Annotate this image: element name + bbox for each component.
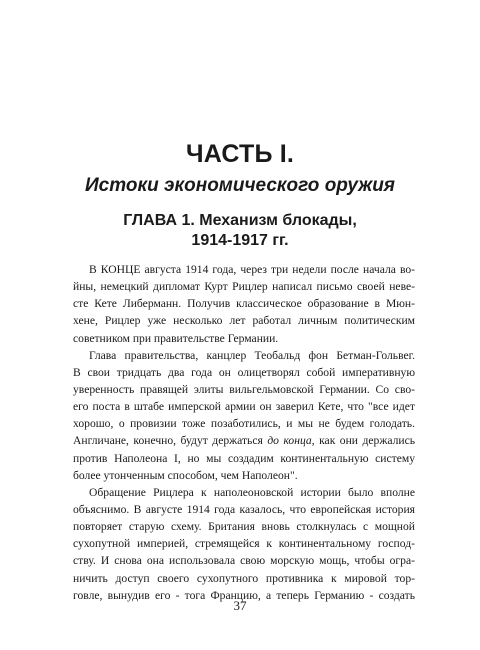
- text-line: говле, вынудив его - тога Францию, а теперь Германию - создать: [73, 588, 415, 602]
- text-segment: Англичане, конечно, будут держаться: [73, 434, 268, 448]
- text-line: сухопутной империей, стремящейся к континентальному господ-: [73, 537, 415, 551]
- part-subtitle: Истоки экономического оружия: [85, 175, 395, 196]
- text-line: йны, немецкий дипломат Курт Рицлер написал письмо своей неве-: [73, 280, 415, 294]
- text-line: сте Кете Либерманн. Получив классическое образование в Мюн-: [73, 297, 415, 311]
- text-line: уверенность правящей элиты вильгельмовской Германии. Со сво-: [73, 382, 415, 396]
- text-line: повторяет старую схему. Британия вновь столкнулась с мощной: [73, 520, 415, 534]
- chapter-title: [0, 211, 480, 251]
- body-text: [73, 261, 415, 604]
- text-segment: , как они держались: [311, 434, 415, 448]
- text-line: хене, Рицлер уже несколько лет работал личным политическим: [73, 314, 415, 328]
- text-line: Глава правительства, канцлер Теобальд фон Бетман-Гольвег.: [89, 348, 415, 362]
- text-line: Обращение Рицлера к наполеоновской истории было вполне: [89, 485, 415, 499]
- text-line: В КОНЦЕ августа 1914 года, через три недели после начала во-: [89, 263, 415, 276]
- chapter-title-line-2: 1914-1917 гг.: [191, 232, 289, 249]
- text-line: ству. И снова она использовала свою морскую мощь, чтобы огра-: [73, 554, 415, 568]
- text-line: его поста в штабе имперской армии он заверил Кете, что "все идет: [73, 400, 415, 414]
- text-line: В свои тридцать два года он олицетворял собой императивную: [73, 365, 415, 379]
- text-line: советником при правительстве Германии.: [73, 331, 279, 345]
- text-line: против Наполеона I, но мы создадим континентальную систему: [73, 451, 415, 465]
- text-line: ничить доступ своего сухопутного противника к мировой тор-: [73, 571, 415, 585]
- text-line: хорошо, о провизии тоже позаботились, и мы не будем голодать.: [73, 417, 415, 431]
- italic-phrase: до конца: [267, 434, 312, 448]
- text-line: более утонченным способом, чем Наполеон".: [73, 468, 298, 482]
- chapter-title-line-1: ГЛАВА 1. Механизм блокады,: [123, 212, 357, 229]
- part-title: ЧАСТЬ I.: [185, 140, 295, 168]
- text-line: объяснимо. В августе 1914 года казалось, что европейская история: [73, 502, 415, 516]
- text-line-with-italic: [73, 432, 415, 449]
- page-number: 37: [233, 598, 247, 613]
